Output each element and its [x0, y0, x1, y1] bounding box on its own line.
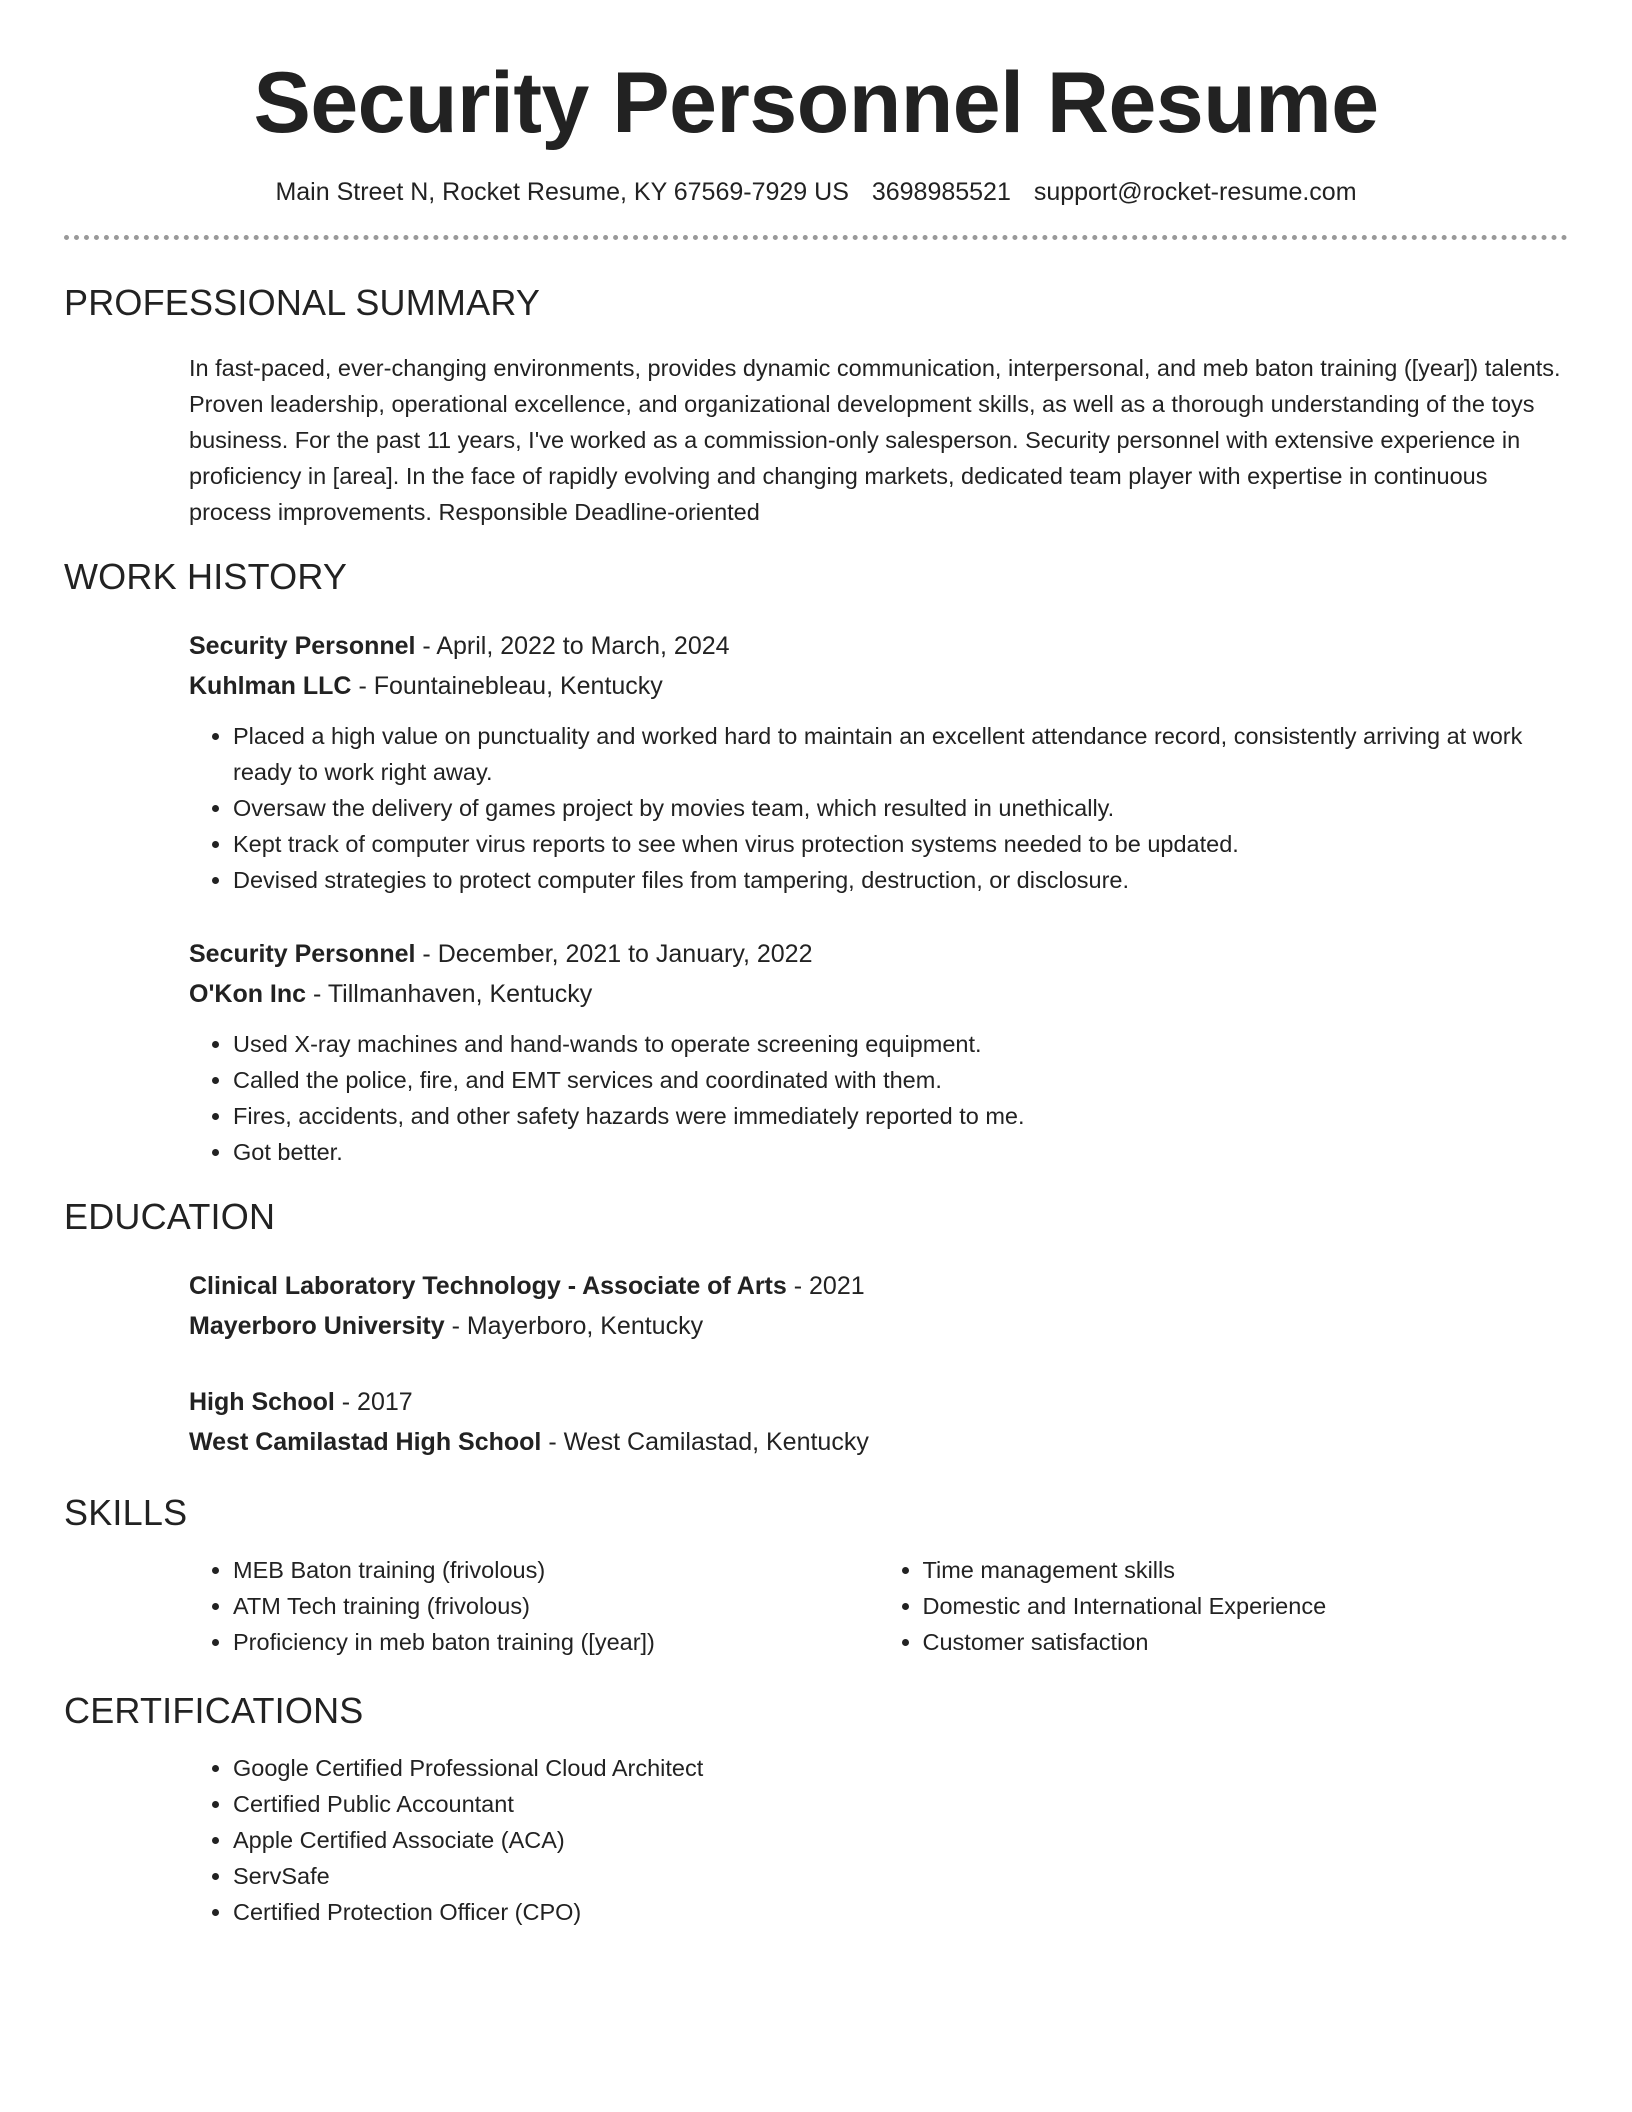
- job-bullet: • Got better.: [233, 1134, 1568, 1170]
- certifications-section: [64, 1690, 1568, 1930]
- skills-list-left: [189, 1552, 879, 1660]
- education-section: [64, 1196, 1568, 1462]
- job-location: - Tillmanhaven, Kentucky: [306, 980, 593, 1009]
- work-history-heading: WORK HISTORY: [64, 556, 348, 598]
- certification-item: • Certified Protection Officer (CPO): [233, 1894, 1568, 1930]
- degree-year: - 2021: [786, 1272, 865, 1301]
- contact-phone: 3698985521: [871, 178, 1011, 207]
- job-location: - Fountainebleau, Kentucky: [351, 672, 663, 701]
- school-line: [189, 1422, 1568, 1462]
- job-bullet: • Fires, accidents, and other safety hazards were immediately reported to me.: [233, 1098, 1568, 1134]
- degree-line: [189, 1382, 1568, 1422]
- certification-item: • Apple Certified Associate (ACA): [233, 1822, 1568, 1858]
- job-bullets: [189, 718, 1568, 898]
- degree-name: High School: [189, 1388, 335, 1417]
- job-company: O'Kon Inc: [189, 980, 307, 1009]
- skill-item: • Proficiency in meb baton training ([year]): [233, 1624, 879, 1660]
- degree-name: Clinical Laboratory Technology - Associate of Arts: [189, 1272, 787, 1301]
- skill-item: • Customer satisfaction: [923, 1624, 1569, 1660]
- job-entry: [189, 934, 1568, 1170]
- summary-heading: PROFESSIONAL SUMMARY: [64, 282, 541, 324]
- education-heading: EDUCATION: [64, 1196, 276, 1238]
- school-name: West Camilastad High School: [189, 1428, 542, 1457]
- job-bullet: • Oversaw the delivery of games project by movies team, which resulted in unethically.: [233, 790, 1568, 826]
- job-role-line: [189, 626, 1568, 666]
- header-divider: [64, 235, 1568, 240]
- skills-columns: [189, 1552, 1568, 1660]
- skill-item: • Time management skills: [923, 1552, 1569, 1588]
- skills-heading: SKILLS: [64, 1492, 188, 1534]
- job-role: Security Personnel: [189, 940, 416, 969]
- job-company-line: [189, 666, 1568, 706]
- resume-title: Security Personnel Resume: [253, 55, 1379, 151]
- skill-item: • MEB Baton training (frivolous): [233, 1552, 879, 1588]
- school-line: [189, 1306, 1568, 1346]
- job-bullet: • Kept track of computer virus reports to see when virus protection systems needed to be updated.: [233, 826, 1568, 862]
- job-role-line: [189, 934, 1568, 974]
- certifications-wrap: [189, 1750, 1568, 1930]
- contact-address: Main Street N, Rocket Resume, KY 67569-7929 US: [275, 178, 849, 207]
- certification-item: • Certified Public Accountant: [233, 1786, 1568, 1822]
- school-location: - West Camilastad, Kentucky: [541, 1428, 869, 1457]
- job-bullets: [189, 1026, 1568, 1170]
- school-name: Mayerboro University: [189, 1312, 445, 1341]
- contact-line: [64, 178, 1568, 207]
- education-entry: [189, 1382, 1568, 1462]
- work-history-section: [64, 556, 1568, 1170]
- job-bullet: • Used X-ray machines and hand-wands to operate screening equipment.: [233, 1026, 1568, 1062]
- job-bullet: • Devised strategies to protect computer files from tampering, destruction, or disclosure.: [233, 862, 1568, 898]
- job-company-line: [189, 974, 1568, 1014]
- job-dates: - December, 2021 to January, 2022: [415, 940, 813, 969]
- certification-item: • Google Certified Professional Cloud Architect: [233, 1750, 1568, 1786]
- summary-text: In fast-paced, ever-changing environments, provides dynamic communication, interpersonal, and meb baton training ([year]) talents. Proven leadership, operational excellence, and organizational development skills, as well as a thorough understanding of the toys business. For the past 11 years, I've worked as a commission-only salesperson. Security personnel with extensive experience in proficiency in [area]. In the face of rapidly evolving and changing markets, dedicated team player with expertise in continuous process improvements. Responsible Deadline-oriented: [189, 355, 1561, 526]
- contact-email: support@rocket-resume.com: [1033, 178, 1357, 207]
- certifications-heading: CERTIFICATIONS: [64, 1690, 364, 1732]
- job-bullet: • Called the police, fire, and EMT services and coordinated with them.: [233, 1062, 1568, 1098]
- certification-item: • ServSafe: [233, 1858, 1568, 1894]
- skills-section: [64, 1492, 1568, 1660]
- degree-year: - 2017: [334, 1388, 413, 1417]
- skill-item: • ATM Tech training (frivolous): [233, 1588, 879, 1624]
- resume-header: [64, 0, 1568, 240]
- job-role: Security Personnel: [189, 632, 416, 661]
- certifications-list: [189, 1750, 1568, 1930]
- job-dates: - April, 2022 to March, 2024: [415, 632, 730, 661]
- school-location: - Mayerboro, Kentucky: [444, 1312, 704, 1341]
- skill-item: • Domestic and International Experience: [923, 1588, 1569, 1624]
- job-company: Kuhlman LLC: [189, 672, 352, 701]
- job-entry: [189, 626, 1568, 898]
- summary-section: [64, 282, 1568, 530]
- education-entry: [189, 1266, 1568, 1346]
- job-bullet: • Placed a high value on punctuality and worked hard to maintain an excellent attendance record, consistently arriving at work ready to work right away.: [233, 718, 1568, 790]
- skills-list-right: [879, 1552, 1569, 1660]
- degree-line: [189, 1266, 1568, 1306]
